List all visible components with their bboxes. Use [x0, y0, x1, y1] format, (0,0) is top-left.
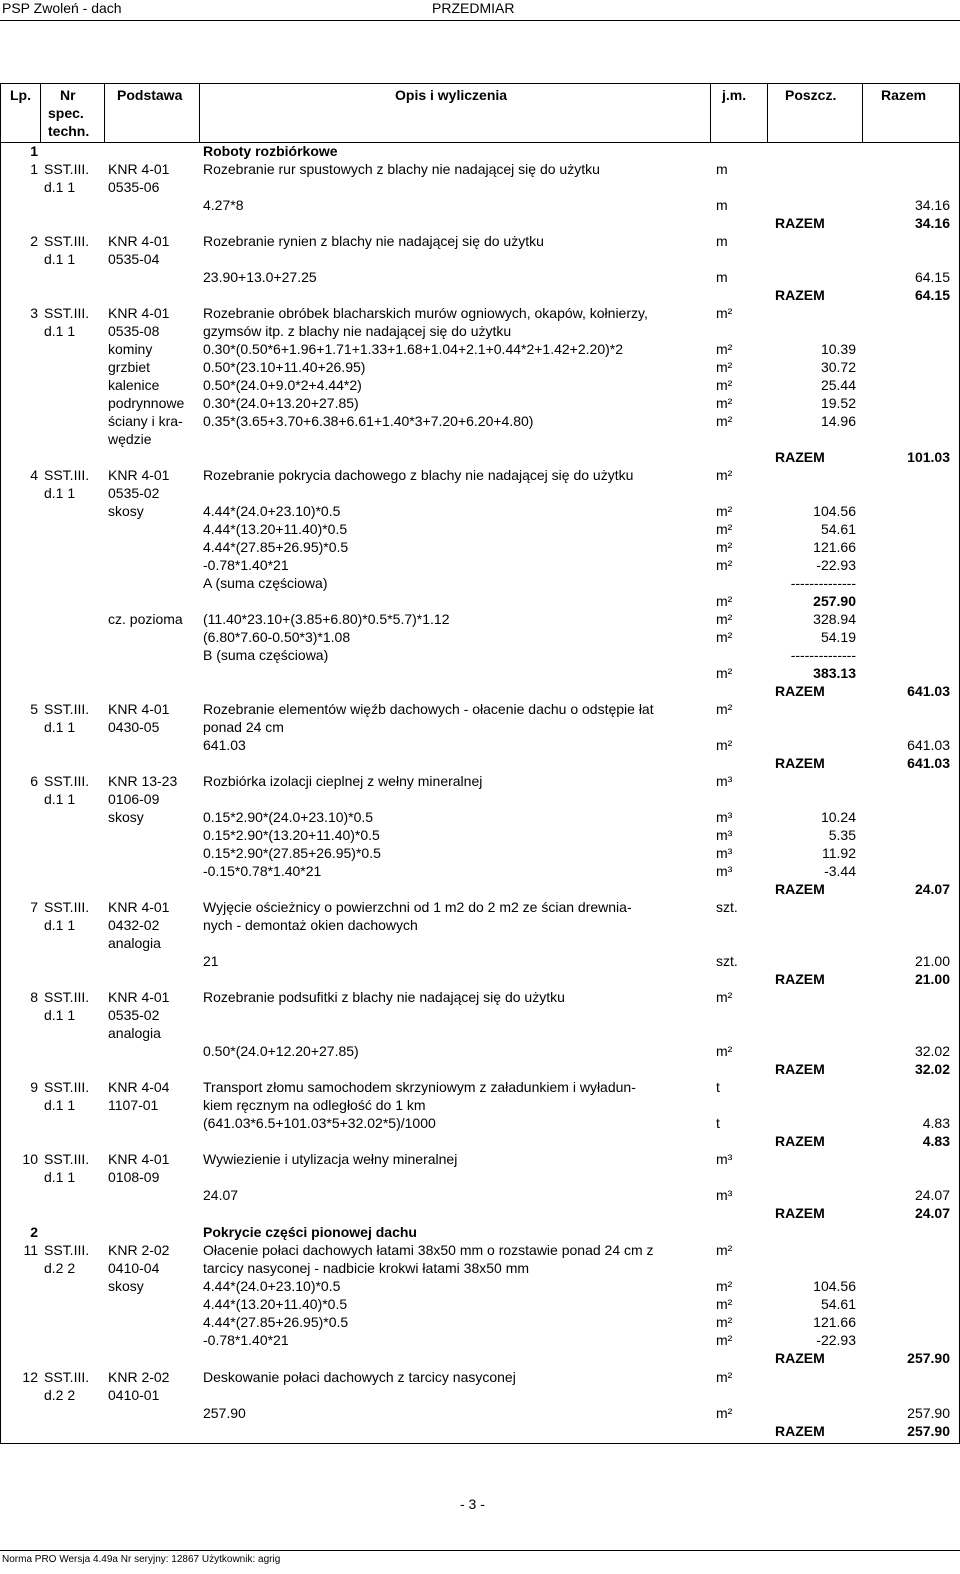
row-poszcz: RAZEM [775, 1205, 825, 1221]
row-jm: m² [716, 1296, 733, 1312]
row-opis: kiem ręcznym na odległość do 1 km [203, 1097, 426, 1113]
row-opis: (641.03*6.5+101.03*5+32.02*5)/1000 [203, 1115, 436, 1131]
row-jm: m² [716, 1278, 733, 1294]
row-pod: 0430-05 [108, 719, 160, 735]
th-lp: Lp. [10, 87, 31, 103]
row-jm: m³ [716, 1151, 733, 1167]
row-spec: d.2 2 [44, 1387, 76, 1403]
row-razem: 64.15 [914, 269, 950, 285]
row-spec: SST.III. [44, 161, 90, 177]
row-poszcz: 10.39 [820, 341, 856, 357]
row-jm: m² [716, 341, 733, 357]
row-opis: -0.78*1.40*21 [203, 557, 289, 573]
row-poszcz: RAZEM [775, 1061, 825, 1077]
row-jm: m² [716, 395, 733, 411]
row-jm: m² [716, 359, 733, 375]
row-razem: 4.83 [922, 1133, 950, 1149]
row-opis: 4.44*(27.85+26.95)*0.5 [203, 539, 349, 555]
row-jm: m² [716, 665, 733, 681]
row-jm: m² [716, 413, 733, 429]
row-poszcz: 54.19 [820, 629, 856, 645]
row-razem: 24.07 [914, 1205, 950, 1221]
row-pod: KNR 4-01 [108, 233, 170, 249]
row-poszcz: 104.56 [813, 503, 856, 519]
row-jm: m² [716, 629, 733, 645]
header-bottom-border [0, 142, 960, 143]
header-left: PSP Zwoleń - dach [2, 0, 122, 16]
row-opis: Wywiezienie i utylizacja wełny mineralnej [203, 1151, 458, 1167]
col-divider [199, 83, 200, 143]
row-spec: d.1 1 [44, 1007, 76, 1023]
row-jm: m² [716, 737, 733, 753]
row-jm: m² [716, 1043, 733, 1059]
row-jm: m² [716, 593, 733, 609]
row-pod: skosy [108, 809, 144, 825]
row-opis: Transport złomu samochodem skrzyniowym z załadunkiem i wyładun- [203, 1079, 636, 1095]
row-opis: 4.44*(27.85+26.95)*0.5 [203, 1314, 349, 1330]
row-razem: 257.90 [907, 1423, 950, 1439]
row-opis: (11.40*23.10+(3.85+6.80)*0.5*5.7)*1.12 [203, 611, 450, 627]
row-razem: 641.03 [907, 737, 950, 753]
row-jm: szt. [716, 899, 738, 915]
row-opis: A (suma częściowa) [203, 575, 328, 591]
row-pod: kominy [108, 341, 153, 357]
row-poszcz: 5.35 [828, 827, 856, 843]
row-poszcz: RAZEM [775, 683, 825, 699]
row-jm: m³ [716, 827, 733, 843]
row-poszcz: 54.61 [820, 521, 856, 537]
row-poszcz: RAZEM [775, 287, 825, 303]
row-poszcz: 383.13 [813, 665, 856, 681]
row-pod: 0535-06 [108, 179, 160, 195]
row-poszcz: 328.94 [813, 611, 856, 627]
row-poszcz: 25.44 [820, 377, 856, 393]
row-opis: 641.03 [203, 737, 246, 753]
row-jm: m³ [716, 863, 733, 879]
row-pod: KNR 4-01 [108, 161, 170, 177]
row-jm: m² [716, 467, 733, 483]
table-bottom-border [0, 1443, 960, 1444]
row-jm: m² [716, 521, 733, 537]
row-opis: Roboty rozbiórkowe [203, 143, 338, 159]
row-pod: KNR 4-01 [108, 1151, 170, 1167]
col-divider [40, 83, 41, 143]
row-pod: 0432-02 [108, 917, 160, 933]
row-opis: 21 [203, 953, 219, 969]
row-opis: Ołacenie połaci dachowych łatami 38x50 mm o rozstawie ponad 24 cm z [203, 1242, 654, 1258]
row-opis: 0.35*(3.65+3.70+6.38+6.61+1.40*3+7.20+6.20+4.80) [203, 413, 534, 429]
row-opis: 23.90+13.0+27.25 [203, 269, 317, 285]
row-jm: m² [716, 989, 733, 1005]
row-spec: SST.III. [44, 989, 90, 1005]
row-pod: wędzie [108, 431, 152, 447]
row-spec: d.1 1 [44, 485, 76, 501]
row-poszcz: 14.96 [820, 413, 856, 429]
th-nr: Nr [60, 87, 76, 103]
row-opis: Rozebranie podsufitki z blachy nie nadającej się do użytku [203, 989, 565, 1005]
col-divider [104, 83, 105, 143]
row-opis: 4.44*(24.0+23.10)*0.5 [203, 1278, 341, 1294]
row-poszcz: 121.66 [813, 539, 856, 555]
row-jm: m² [716, 1332, 733, 1348]
row-jm: szt. [716, 953, 738, 969]
row-pod: KNR 4-01 [108, 989, 170, 1005]
row-poszcz: RAZEM [775, 1133, 825, 1149]
row-jm: m [716, 161, 728, 177]
row-poszcz: 11.92 [822, 845, 856, 861]
row-spec: d.1 1 [44, 323, 76, 339]
row-razem: 4.83 [922, 1115, 950, 1131]
row-spec: SST.III. [44, 773, 90, 789]
row-jm: m [716, 269, 728, 285]
row-opis: 0.30*(0.50*6+1.96+1.71+1.33+1.68+1.04+2.1+0.44*2+1.42+2.20)*2 [203, 341, 623, 357]
footer-text: Norma PRO Wersja 4.49a Nr seryjny: 12867 Użytkownik: agrig [2, 1554, 281, 1565]
row-opis: tarcicy nasyconej - nadbicie krokwi łatami 38x50 mm [203, 1260, 530, 1276]
row-poszcz: -------------- [790, 647, 856, 663]
row-jm: m² [716, 557, 733, 573]
row-spec: SST.III. [44, 1369, 90, 1385]
row-jm: m² [716, 611, 733, 627]
row-razem: 641.03 [907, 755, 950, 771]
row-jm: m² [716, 1369, 733, 1385]
row-jm: m³ [716, 1187, 733, 1203]
row-razem: 32.02 [914, 1043, 950, 1059]
row-jm: m² [716, 377, 733, 393]
row-opis: 0.50*(24.0+9.0*2+4.44*2) [203, 377, 362, 393]
row-pod: KNR 4-01 [108, 701, 170, 717]
th-techn: techn. [48, 123, 90, 139]
row-spec: d.1 1 [44, 251, 76, 267]
row-razem: 21.00 [914, 953, 950, 969]
row-lp: 9 [30, 1079, 38, 1095]
row-spec: SST.III. [44, 1079, 90, 1095]
row-opis: Rozebranie elementów więźb dachowych - ołacenie dachu o odstępie łat [203, 701, 654, 717]
row-razem: 257.90 [907, 1350, 950, 1366]
row-lp: 8 [30, 989, 38, 1005]
row-pod: 0108-09 [108, 1169, 160, 1185]
row-razem: 34.16 [914, 197, 950, 213]
row-pod: 0410-01 [108, 1387, 160, 1403]
row-opis: 0.50*(23.10+11.40+26.95) [203, 359, 366, 375]
page-number: - 3 - [460, 1496, 485, 1512]
row-pod: skosy [108, 503, 144, 519]
row-opis: -0.15*0.78*1.40*21 [203, 863, 322, 879]
row-poszcz: RAZEM [775, 215, 825, 231]
col-divider [862, 83, 863, 143]
col-divider [767, 83, 768, 143]
row-jm: m² [716, 503, 733, 519]
row-spec: d.2 2 [44, 1260, 76, 1276]
row-poszcz: RAZEM [775, 881, 825, 897]
row-lp: 7 [30, 899, 38, 915]
row-opis: B (suma częściowa) [203, 647, 329, 663]
row-jm: m³ [716, 845, 733, 861]
row-pod: KNR 13-23 [108, 773, 178, 789]
row-opis: Rozebranie rynien z blachy nie nadającej się do użytku [203, 233, 544, 249]
row-opis: 0.50*(24.0+12.20+27.85) [203, 1043, 359, 1059]
row-pod: analogia [108, 1025, 161, 1041]
row-poszcz: -------------- [790, 575, 856, 591]
row-opis: gzymsów itp. z blachy nie nadającej się do użytku [203, 323, 512, 339]
row-jm: m² [716, 1405, 733, 1421]
row-opis: 4.27*8 [203, 197, 244, 213]
row-poszcz: -22.93 [816, 1332, 856, 1348]
table-left-border [0, 83, 1, 1443]
row-pod: skosy [108, 1278, 144, 1294]
row-pod: KNR 4-04 [108, 1079, 170, 1095]
row-razem: 101.03 [907, 449, 950, 465]
row-opis: (6.80*7.60-0.50*3)*1.08 [203, 629, 351, 645]
row-lp: 2 [30, 1224, 38, 1240]
row-opis: 4.44*(13.20+11.40)*0.5 [203, 521, 348, 537]
row-jm: m [716, 197, 728, 213]
row-pod: grzbiet [108, 359, 151, 375]
row-opis: 0.15*2.90*(13.20+11.40)*0.5 [203, 827, 380, 843]
footer-rule [0, 1550, 960, 1551]
row-jm: m² [716, 539, 733, 555]
row-lp: 1 [30, 161, 38, 177]
row-pod: KNR 2-02 [108, 1242, 170, 1258]
row-lp: 1 [30, 143, 38, 159]
row-opis: Deskowanie połaci dachowych z tarcicy nasyconej [203, 1369, 516, 1385]
row-pod: ściany i kra- [108, 413, 183, 429]
row-pod: KNR 4-01 [108, 305, 170, 321]
row-pod: kalenice [108, 377, 160, 393]
row-jm: m³ [716, 809, 733, 825]
row-poszcz: 257.90 [813, 593, 856, 609]
row-spec: d.1 1 [44, 719, 76, 735]
row-spec: d.1 1 [44, 1169, 76, 1185]
row-lp: 4 [30, 467, 38, 483]
row-opis: nych - demontaż okien dachowych [203, 917, 418, 933]
row-spec: SST.III. [44, 467, 90, 483]
row-opis: Rozbiórka izolacji cieplnej z wełny mineralnej [203, 773, 483, 789]
row-poszcz: 10.24 [820, 809, 856, 825]
table-top-border [0, 83, 960, 84]
row-poszcz: 121.66 [813, 1314, 856, 1330]
row-poszcz: 19.52 [820, 395, 856, 411]
row-jm: m² [716, 701, 733, 717]
row-razem: 641.03 [907, 683, 950, 699]
row-opis: 4.44*(13.20+11.40)*0.5 [203, 1296, 348, 1312]
row-pod: 0535-02 [108, 485, 160, 501]
row-spec: SST.III. [44, 899, 90, 915]
row-razem: 24.07 [914, 881, 950, 897]
row-pod: 0535-08 [108, 323, 160, 339]
row-poszcz: RAZEM [775, 449, 825, 465]
row-opis: Rozebranie obróbek blacharskich murów ogniowych, okapów, kołnierzy, [203, 305, 648, 321]
row-spec: SST.III. [44, 1242, 90, 1258]
row-poszcz: RAZEM [775, 755, 825, 771]
row-pod: 0535-04 [108, 251, 160, 267]
row-opis: -0.78*1.40*21 [203, 1332, 289, 1348]
row-pod: KNR 2-02 [108, 1369, 170, 1385]
row-pod: analogia [108, 935, 161, 951]
row-poszcz: RAZEM [775, 1350, 825, 1366]
row-razem: 24.07 [914, 1187, 950, 1203]
row-lp: 10 [22, 1151, 38, 1167]
row-pod: 0535-02 [108, 1007, 160, 1023]
row-pod: podrynnowe [108, 395, 185, 411]
row-spec: d.1 1 [44, 1097, 76, 1113]
row-poszcz: -22.93 [816, 557, 856, 573]
row-poszcz: -3.44 [824, 863, 856, 879]
row-pod: cz. pozioma [108, 611, 183, 627]
row-opis: ponad 24 cm [203, 719, 284, 735]
row-spec: SST.III. [44, 1151, 90, 1167]
row-spec: d.1 1 [44, 791, 76, 807]
col-divider [710, 83, 711, 143]
row-spec: d.1 1 [44, 179, 76, 195]
row-lp: 5 [30, 701, 38, 717]
row-poszcz: RAZEM [775, 971, 825, 987]
row-jm: m² [716, 1242, 733, 1258]
row-spec: SST.III. [44, 233, 90, 249]
row-jm: t [716, 1079, 720, 1095]
row-opis: 0.15*2.90*(27.85+26.95)*0.5 [203, 845, 381, 861]
row-poszcz: 30.72 [820, 359, 856, 375]
row-opis: Rozebranie rur spustowych z blachy nie nadającej się do użytku [203, 161, 600, 177]
row-jm: m³ [716, 773, 733, 789]
row-opis: 0.30*(24.0+13.20+27.85) [203, 395, 359, 411]
row-lp: 11 [23, 1242, 38, 1258]
row-opis: 0.15*2.90*(24.0+23.10)*0.5 [203, 809, 374, 825]
page-header [0, 0, 960, 20]
row-jm: m² [716, 305, 733, 321]
row-poszcz: 104.56 [813, 1278, 856, 1294]
row-razem: 21.00 [914, 971, 950, 987]
row-lp: 3 [30, 305, 38, 321]
row-pod: 1107-01 [108, 1097, 159, 1113]
row-poszcz: 54.61 [820, 1296, 856, 1312]
row-razem: 64.15 [914, 287, 950, 303]
row-razem: 257.90 [907, 1405, 950, 1421]
row-razem: 32.02 [914, 1061, 950, 1077]
row-lp: 2 [30, 233, 38, 249]
row-lp: 12 [22, 1369, 38, 1385]
row-opis: 257.90 [203, 1405, 246, 1421]
row-opis: 24.07 [203, 1187, 239, 1203]
row-jm: m² [716, 1314, 733, 1330]
row-opis: Wyjęcie ościeżnicy o powierzchni od 1 m2 do 2 m2 ze ścian drewnia- [203, 899, 632, 915]
row-razem: 34.16 [914, 215, 950, 231]
th-razem: Razem [881, 87, 927, 103]
row-poszcz: RAZEM [775, 1423, 825, 1439]
row-pod: KNR 4-01 [108, 467, 170, 483]
row-jm: m [716, 233, 728, 249]
row-spec: SST.III. [44, 701, 90, 717]
header-rule [0, 20, 960, 21]
th-podstawa: Podstawa [117, 87, 183, 103]
row-pod: KNR 4-01 [108, 899, 170, 915]
row-spec: SST.III. [44, 305, 90, 321]
row-pod: 0106-09 [108, 791, 160, 807]
row-pod: 0410-04 [108, 1260, 160, 1276]
th-poszcz: Poszcz. [785, 87, 837, 103]
row-opis: 4.44*(24.0+23.10)*0.5 [203, 503, 341, 519]
th-jm: j.m. [722, 87, 747, 103]
th-spec: spec. [48, 105, 84, 121]
row-opis: Pokrycie części pionowej dachu [203, 1224, 417, 1240]
row-spec: d.1 1 [44, 917, 76, 933]
header-center: PRZEDMIAR [432, 0, 515, 16]
row-opis: Rozebranie pokrycia dachowego z blachy nie nadającej się do użytku [203, 467, 634, 483]
th-opis: Opis i wyliczenia [395, 87, 508, 103]
row-lp: 6 [30, 773, 38, 789]
row-jm: t [716, 1115, 720, 1131]
